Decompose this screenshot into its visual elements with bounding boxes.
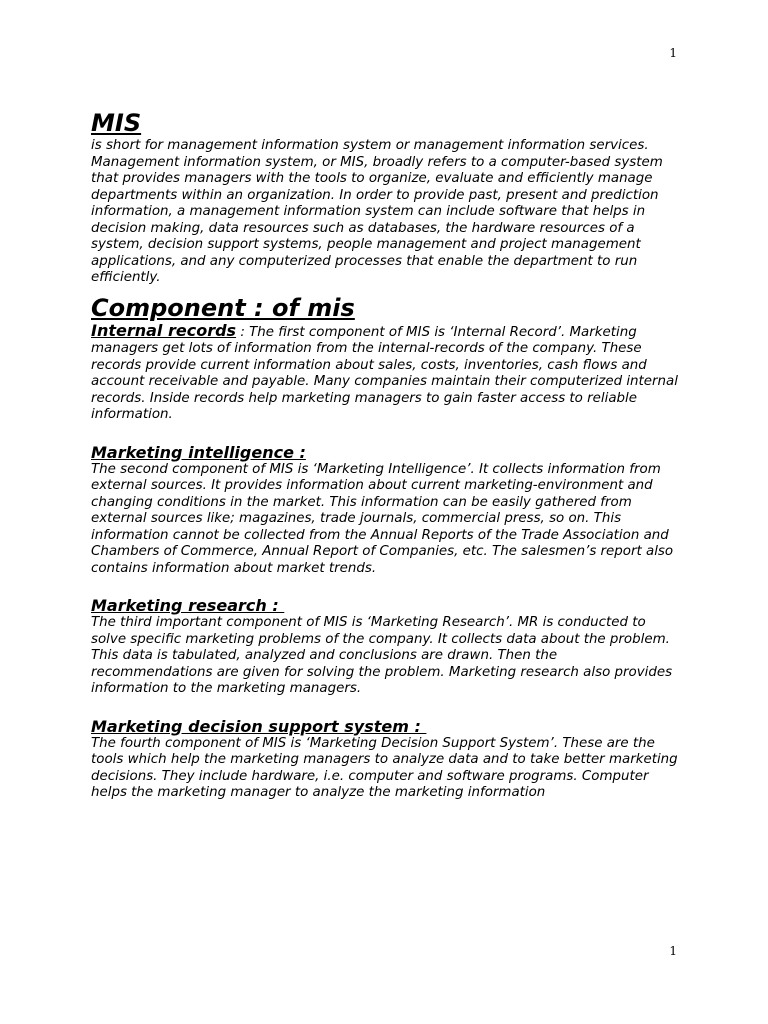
marketing-dss-heading: Marketing decision support system : [91,716,427,736]
page-number-bottom: 1 [669,944,677,958]
internal-records-block [91,320,681,424]
mis-short-for: is short for management information system or management information services. [91,138,649,153]
document-body [91,108,681,802]
marketing-intelligence-text: The second component of MIS is ‘Marketing Intelligence’. It collects information from external sources. It provides information about current marketing-environment and changing conditions in the market. This information can be easily gathered from external sources like; magazines, trade journals, commercial press, so on. This information cannot be collected from the Annual Reports of the Trade Association and Chambers of Commerce, Annual Report of Companies, etc. The salesmen’s report also contains information about market trends. [91,461,674,576]
marketing-research-text: The third important component of MIS is ‘Marketing Research’. MR is conducted to solve specific marketing problems of the company. It collects data about the problem. This data is tabulated, analyzed and conclusions are drawn. Then the recommendations are given for solving the problem. Marketing research also provides information to the marketing managers. [91,615,673,696]
internal-records-text: : The first component of MIS is ‘Internal Record’. Marketing managers get lots of information from the internal-records of the company. These records provide current information about sales, costs, inventories, cash flows and account receivable and payable. Many companies maintain their computerized internal records. Inside records help marketing managers to gain faster access to reliable information. [91,324,678,422]
marketing-research-heading: Marketing research : [91,596,285,615]
page-number-top: 1 [669,46,677,60]
marketing-dss-text: The fourth component of MIS is ‘Marketing Decision Support System’. These are the tools which help the marketing managers to analyze data and to take better marketing decisions. They include hardware, i.e. computer and software programs. Computer helps the marketing manager to analyze the marketing information [91,735,678,800]
mis-paragraph: Management information system, or MIS, broadly refers to a computer-based system that provides managers with the tools to organize, evaluate and efficiently manage departments within an organization. In order to provide past, present and prediction information, a management information system can include software that helps in decision making, data resources such as databases, the hardware resources of a system, decision support systems, people management and project management applications, and any computerized processes that enable the department to run efficiently. [91,154,663,285]
internal-records-heading: Internal records [91,320,237,340]
components-heading: Component : of mis [91,293,355,322]
marketing-intelligence-heading: Marketing intelligence : [91,442,306,462]
mis-title: MIS [91,109,142,137]
